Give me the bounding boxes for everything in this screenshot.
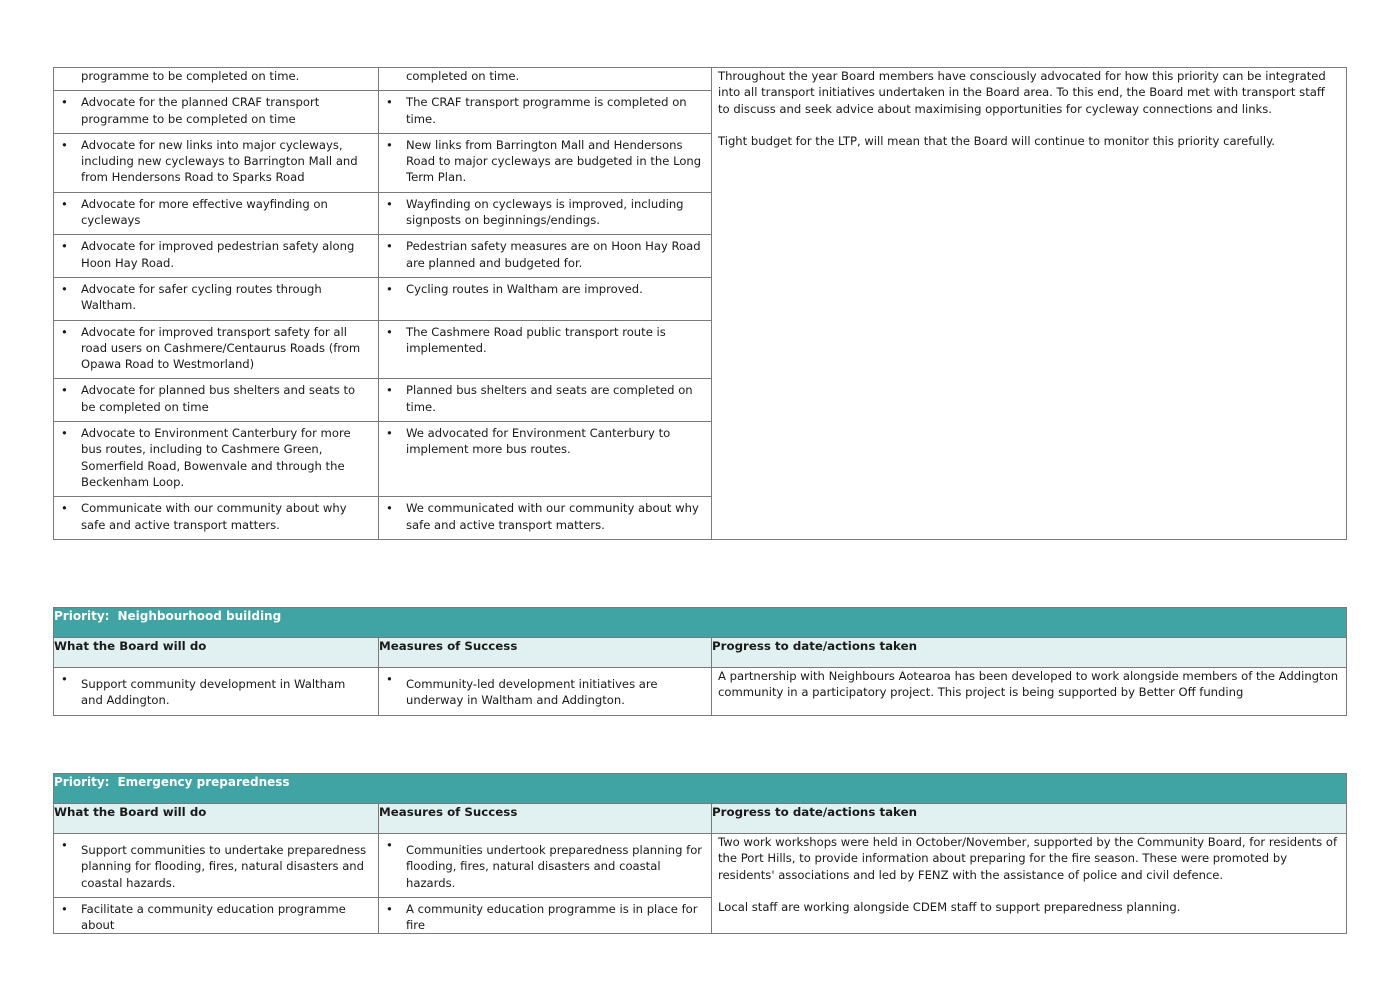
progress-cell — [712, 834, 1347, 934]
board-action-item: • Advocate for safer cycling routes through Waltham. — [54, 278, 378, 320]
priority-name: Emergency preparedness — [117, 775, 290, 789]
progress-paragraph: Local staff are working alongside CDEM staff to support preparedness planning. — [718, 899, 1181, 914]
measure-item: • Pedestrian safety measures are on Hoon Hay Road are planned and budgeted for. — [379, 235, 711, 277]
priority-label: Priority: — [54, 609, 110, 623]
column-header: What the Board will do — [54, 638, 379, 668]
table-row — [54, 68, 1347, 91]
emergency-priority-table — [53, 773, 1347, 934]
table-row — [54, 834, 1347, 898]
board-action-item: • Advocate for new links into major cycleways, including new cycleways to Barrington Mall and from Hendersons Road to Sparks Road — [54, 134, 378, 192]
priority-name: Neighbourhood building — [117, 609, 282, 623]
column-header: Measures of Success — [379, 804, 712, 834]
progress-paragraph: Tight budget for the LTP, will mean that the Board will continue to monitor this priority carefully. — [718, 133, 1275, 148]
priority-label: Priority: — [54, 775, 110, 789]
board-action-item: • Facilitate a community education programme about — [54, 898, 378, 934]
measure-item: • We communicated with our community about why safe and active transport matters. — [379, 497, 711, 539]
board-action-item: • Advocate to Environment Canterbury for more bus routes, including to Cashmere Green, Somerfield Road, Bowenvale and through the Beckenham Loop. — [54, 422, 378, 496]
progress-paragraph: Throughout the year Board members have consciously advocated for how this priority can be integrated into all transport initiatives undertaken in the Board area. To this end, the Board met with transport staff to discuss and seek advice about maximising opportunities for cycleway connections and links. — [718, 69, 1326, 116]
priority-header — [54, 608, 1347, 638]
progress-cell — [712, 68, 1347, 540]
column-header-row — [54, 804, 1347, 834]
board-action-item: • Communicate with our community about why safe and active transport matters. — [54, 497, 378, 539]
column-header: Progress to date/actions taken — [712, 638, 1347, 668]
measure-item: • Wayfinding on cycleways is improved, including signposts on beginnings/endings. — [379, 193, 711, 235]
table-row — [54, 668, 1347, 716]
measure-item: • Communities undertook preparedness planning for flooding, fires, natural disasters and coastal hazards. — [379, 834, 711, 897]
measure-item: • Planned bus shelters and seats are completed on time. — [379, 379, 711, 421]
board-action-item: • Support community development in Waltham and Addington. — [54, 668, 378, 715]
column-header: Progress to date/actions taken — [712, 804, 1347, 834]
board-action-item: • Support communities to undertake preparedness planning for flooding, fires, natural disasters and coastal hazards. — [54, 834, 378, 897]
board-action-item: • Advocate for more effective wayfinding on cycleways — [54, 193, 378, 235]
measure-item: • New links from Barrington Mall and Hendersons Road to major cycleways are budgeted in the Long Term Plan. — [379, 134, 711, 192]
board-action-item: • Advocate for improved pedestrian safety along Hoon Hay Road. — [54, 235, 378, 277]
neighbourhood-priority-table — [53, 607, 1347, 716]
progress-paragraph: A partnership with Neighbours Aotearoa has been developed to work alongside members of the Addington community in a participatory project. This project is being supported by Better Off funding — [718, 669, 1339, 700]
transport-priority-table — [53, 67, 1347, 540]
board-action-item: • Advocate for the planned CRAF transport programme to be completed on time — [54, 91, 378, 133]
measure-text: completed on time. — [406, 69, 520, 83]
board-action-item: • Advocate for planned bus shelters and seats to be completed on time — [54, 379, 378, 421]
column-header: Measures of Success — [379, 638, 712, 668]
column-header: What the Board will do — [54, 804, 379, 834]
measure-item: • The Cashmere Road public transport route is implemented. — [379, 321, 711, 363]
priority-header — [54, 774, 1347, 804]
progress-paragraph: Two work workshops were held in October/November, supported by the Community Board, for residents of the Port Hills, to provide information about preparing for the fire season. These were promoted by residents' associations and led by FENZ with the assistance of police and civil defence. — [718, 835, 1338, 882]
column-header-row — [54, 638, 1347, 668]
progress-cell — [712, 668, 1347, 716]
board-action-text: programme to be completed on time. — [81, 69, 300, 83]
measure-item: • Cycling routes in Waltham are improved. — [379, 278, 711, 303]
board-action-item: • Advocate for improved transport safety for all road users on Cashmere/Centaurus Roads (from Opawa Road to Westmorland) — [54, 321, 378, 379]
measure-item: • Community-led development initiatives are underway in Waltham and Addington. — [379, 668, 711, 715]
measure-item: • We advocated for Environment Canterbury to implement more bus routes. — [379, 422, 711, 464]
measure-item: • A community education programme is in place for fire — [379, 898, 711, 934]
measure-item: • The CRAF transport programme is completed on time. — [379, 91, 711, 133]
